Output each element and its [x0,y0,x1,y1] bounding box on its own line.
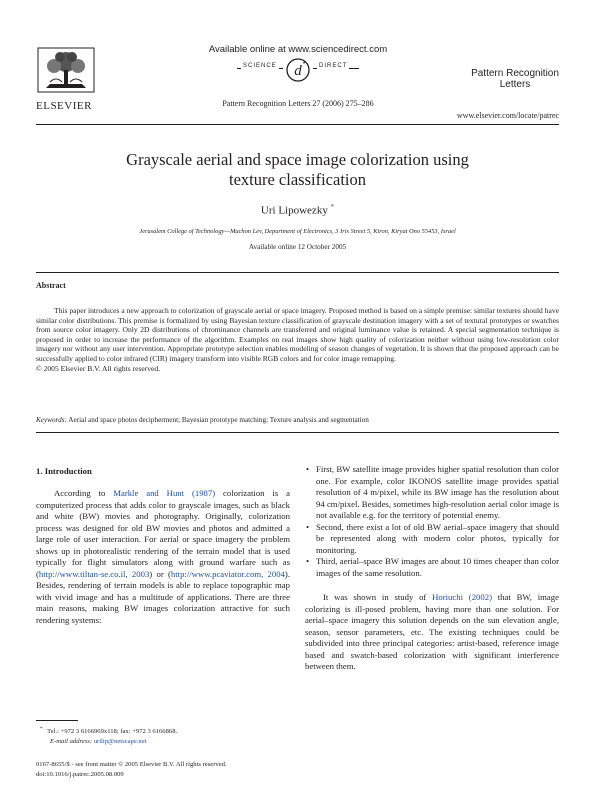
bullet-text: First, BW satellite image provides higher spatial resolution than color one. For example, color IKONOS satellite image provides spatial resolution of 4 m/pixel, while its BW image has the resolution about 94 cm/pixel. Besides, sometimes high-resolution aerial color image is not available e.g. for the territory of potential enemy. [316,464,559,520]
bullet-icon: • [306,521,310,532]
left-column [36,466,290,626]
url-link-tiltan[interactable]: http://www.tiltan-se.co.il, 2003 [38,568,150,579]
intro-text-start: According to [54,488,114,498]
author-affiliation: Jerusalem College of Technology—Machon Lev, Department of Electronics, 3 Iris Street 5, Kiron, Kiryat Ono 55453, Israel [139,228,456,235]
doi-line: doi:10.1016/j.patrec.2005.08.009 [36,770,124,778]
bullet-icon: • [306,464,310,474]
article-title [60,150,535,190]
right-paragraph [305,592,559,673]
list-item [305,464,559,522]
footnote-tel-line [40,725,290,737]
url-link-pcaviator[interactable]: http://www.pcaviator.com, 2004 [170,568,285,579]
sciencedirect-at-icon [233,58,363,82]
bullet-icon: • [306,556,310,566]
footnote-email-line [40,737,290,747]
keywords-line [36,416,559,424]
front-matter [36,760,336,779]
author-name: Uri Lipowezky [260,204,328,217]
author-footnote-mark[interactable]: * [330,203,335,211]
citation-link-markle-hunt[interactable]: Markle and Hunt (1987) [113,488,216,498]
journal-citation: Pattern Recognition Letters 27 (2006) 275–286 [222,99,374,108]
journal-title-line1: Pattern Recognition [471,68,559,79]
bullet-text: Third, aerial–space BW images are about 10 times cheaper than color images of the same resolution. [316,556,559,578]
intro-text-mid: ) or ( [149,568,171,579]
right-column [305,464,559,673]
author-line [100,203,495,217]
article-title-line1: Grayscale aerial and space image colorization using [126,150,469,169]
footnote-rule [36,720,78,721]
abstract-top-rule [36,272,559,273]
available-online-date: Available online 12 October 2005 [248,243,347,251]
bullet-list [305,464,559,579]
issn-line: 0167-8655/$ - see front matter © 2005 Elsevier B.V. All rights reserved. [36,761,227,768]
keywords-label: Keywords: [36,416,67,424]
abstract-text: This paper introduces a new approach to colorization of grayscale aerial or space imagery. Proposed method is based on a simple premise: similar textures should have similar color distributions. This premise is formalized by using Bayesian texture classification of grayscale destination imagery with a set of textural prototypes or swatches from source color imagery. Only 2D distributions of chrominance channels are transferred and original luminance value is retained. A special segmentation technique is proposed in order to increase the performance of the algorithm. Examples on real images show high quality of colorization neither without using low-resolution color imagery nor without any user intervention. Appropriate prototype selection enables modeling of season changes of vegetation. It is shown that the proposed approach can be successfully applied to color infrared (CIR) imagery transform into visible RGB colors and for color image remapping. [36,306,559,363]
abstract-body [36,306,559,373]
publisher-name: ELSEVIER [36,100,92,112]
footnote-mark: * [40,727,43,732]
footnote [40,725,290,746]
citation-link-horiuchi[interactable]: Horiuchi (2002) [432,592,492,602]
list-item [305,556,559,579]
footnote-email-link[interactable]: urilip@netscape.net [93,737,147,745]
intro-text-middle: colorization is a computerized process that adds color to grayscale images, such as black and white (BW) movies and photography. Originally, colorization process was designed for old BW movies and photos and admitted a large role of user interaction. For aerial or space imagery the problem shows up in photorealistic rendering of the terrain model that is used typically for flight simulators along with ground warfare such as ( [36,488,290,579]
abstract-bottom-rule [36,432,559,433]
journal-url[interactable]: www.elsevier.com/locate/patrec [456,111,559,120]
intro-paragraph [36,488,290,626]
article-title-line2: texture classification [229,170,366,189]
abstract-copyright: © 2005 Elsevier B.V. All rights reserved. [36,363,161,373]
journal-title-line2: Letters [499,79,531,90]
keywords-list: Aerial and space photos decipherment; Bayesian prototype matching; Texture analysis and segmentation [68,416,369,424]
elsevier-tree-icon [36,46,96,94]
svg-text:d: d [294,63,302,79]
footnote-tel: Tel.: +972 3 6166969x118; fax: +972 3 6166868. [47,728,178,736]
right-text-end: that BW, image colorizing is ill-posed problem, having more than one solution. For aerial–space imagery this solution depends on the sun elevation angle, season, sensor parameters, etc. The existing techniques could be subdivided into three principal categories: artist-based, reference image based and swatch-based colorization with significant interference between them. [305,592,559,671]
bullet-text: Second, there exist a lot of old BW aerial–space imagery that should be represented along with modern color photos, typically for monitoring. [316,521,559,555]
abstract-heading: Abstract [36,281,66,290]
intro-text-end: ). Besides, rendering of terrain models is able to replace topographic map with vivid image and has a multitude of applications. There are three main reasons, making BW images colorization attractive for such rendering systems: [36,568,290,625]
available-online-text: Available online at www.sciencedirect.com [208,44,388,55]
elsevier-logo [36,46,96,112]
journal-title [470,68,560,90]
sciencedirect-logo: d SCIENCE DIRECT • [233,58,363,82]
right-text-start: It was shown in study of [323,592,433,602]
section-heading-introduction: 1. Introduction [36,466,92,476]
header-rule [36,124,559,125]
footnote-email-label: E-mail address: [50,737,93,745]
list-item [305,522,559,557]
